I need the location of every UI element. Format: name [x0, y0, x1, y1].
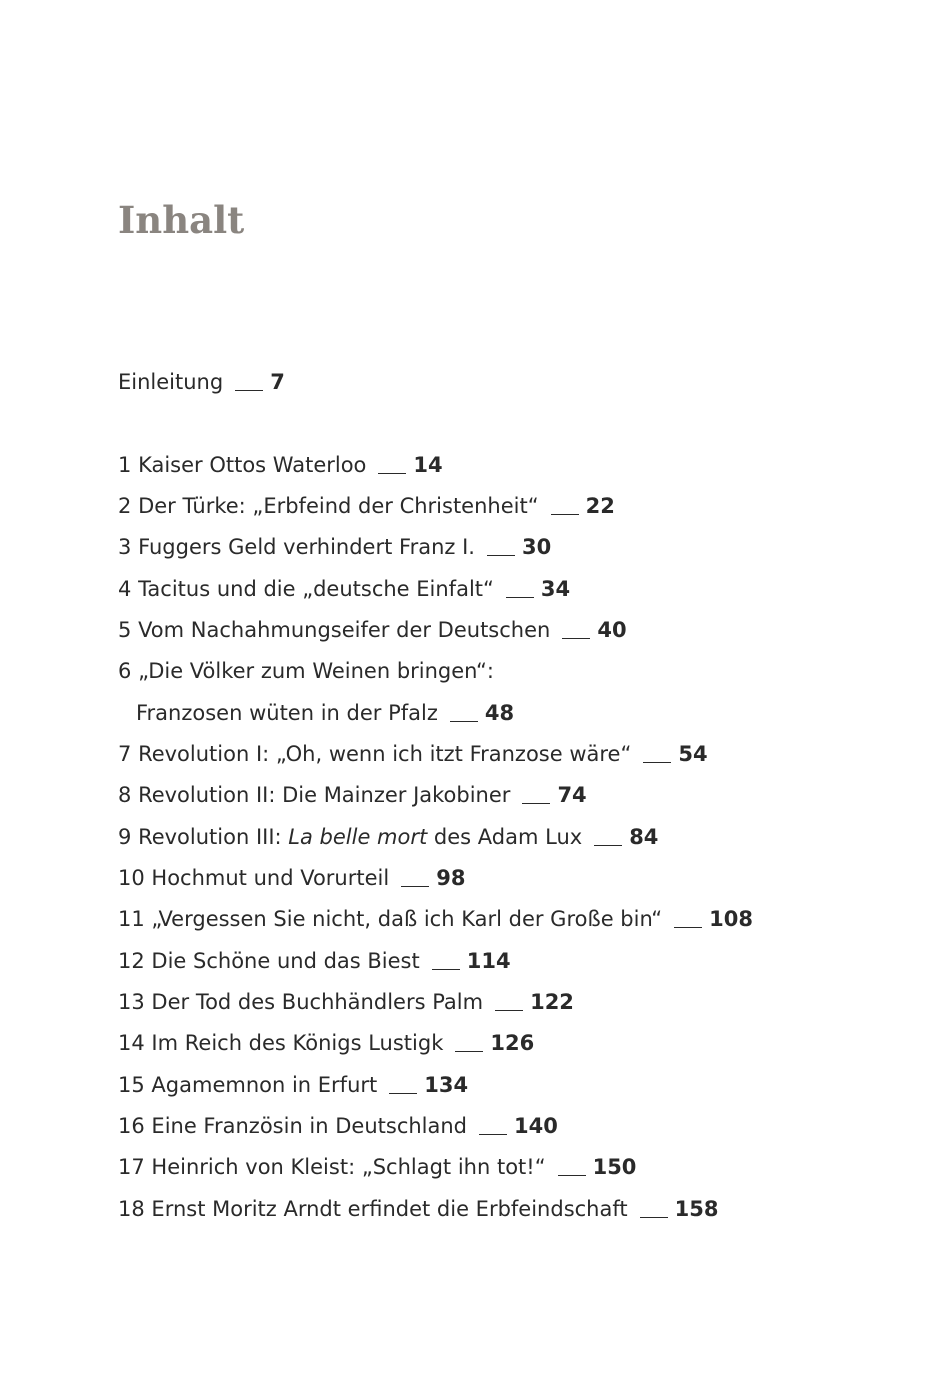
entry-number: 12	[118, 949, 145, 973]
leader-line	[594, 845, 622, 846]
entry-number: 16	[118, 1114, 145, 1138]
entry-number: 2	[118, 494, 132, 518]
entry-number: 17	[118, 1155, 145, 1179]
leader-line	[506, 597, 534, 598]
leader-line	[558, 1175, 586, 1176]
entry-page: 98	[436, 866, 466, 890]
entry-page: 40	[597, 618, 627, 642]
entry-label: Der Türke: „Erbfeind der Christenheit“	[138, 494, 539, 518]
entry-label-pre: Revolution III:	[138, 825, 282, 849]
entry-page: 7	[270, 370, 285, 394]
leader-line	[487, 555, 515, 556]
toc-entry-1	[118, 452, 443, 478]
toc-entry-2	[118, 493, 615, 519]
toc-entry-8	[118, 782, 587, 808]
entry-number: 6	[118, 659, 132, 683]
entry-page: 74	[557, 783, 587, 807]
leader-line	[640, 1217, 668, 1218]
entry-label: Revolution II: Die Mainzer Jakobiner	[138, 783, 511, 807]
toc-entry-18	[118, 1196, 718, 1222]
entry-label: Tacitus und die „deutsche Einfalt“	[138, 577, 494, 601]
entry-page: 114	[466, 949, 511, 973]
entry-label: Kaiser Ottos Waterloo	[138, 453, 367, 477]
entry-number: 4	[118, 577, 132, 601]
leader-line	[450, 721, 478, 722]
leader-line	[562, 638, 590, 639]
entry-label: Einleitung	[118, 370, 224, 394]
entry-label: Vom Nachahmungseifer der Deutschen	[138, 618, 551, 642]
entry-label-post: des Adam Lux	[433, 825, 583, 849]
leader-line	[455, 1051, 483, 1052]
toc-entry-15	[118, 1072, 468, 1098]
entry-label: „Die Völker zum Weinen bringen“:	[138, 659, 494, 683]
entry-label-continued: Franzosen wüten in der Pfalz	[136, 701, 438, 725]
entry-label: Hochmut und Vorurteil	[151, 866, 390, 890]
entry-page: 140	[514, 1114, 558, 1138]
entry-number: 14	[118, 1031, 145, 1055]
entry-number: 15	[118, 1073, 145, 1097]
entry-page: 108	[709, 907, 753, 931]
toc-entry-4	[118, 576, 570, 602]
toc-entry-14	[118, 1030, 534, 1056]
entry-number: 13	[118, 990, 145, 1014]
entry-number: 1	[118, 453, 132, 477]
entry-label: „Vergessen Sie nicht, daß ich Karl der Große bin“	[151, 907, 663, 931]
page-title: Inhalt	[118, 198, 245, 242]
entry-number: 9	[118, 825, 132, 849]
entry-page: 158	[674, 1197, 719, 1221]
toc-entry-9	[118, 824, 658, 850]
entry-number: 10	[118, 866, 145, 890]
entry-page: 126	[490, 1031, 535, 1055]
toc-entry-11	[118, 906, 753, 932]
entry-label: Ernst Moritz Arndt erfindet die Erbfeindschaft	[151, 1197, 628, 1221]
leader-line	[401, 886, 429, 887]
entry-page: 48	[484, 701, 515, 725]
entry-page: 14	[413, 453, 443, 477]
entry-page: 22	[585, 494, 615, 518]
leader-line	[551, 514, 579, 515]
leader-line	[378, 473, 406, 474]
entry-label: Im Reich des Königs Lustigk	[151, 1031, 444, 1055]
leader-line	[643, 762, 671, 763]
toc-entry-12	[118, 948, 511, 974]
entry-page: 122	[530, 990, 574, 1014]
entry-number: 18	[118, 1197, 145, 1221]
leader-line	[674, 927, 702, 928]
leader-line	[235, 390, 263, 391]
entry-number: 7	[118, 742, 132, 766]
toc-entry-6-continued	[136, 700, 514, 726]
entry-number: 3	[118, 535, 132, 559]
entry-page: 34	[540, 577, 571, 601]
entry-page: 54	[678, 742, 708, 766]
entry-number: 5	[118, 618, 132, 642]
entry-label: Eine Französin in Deutschland	[151, 1114, 468, 1138]
leader-line	[495, 1010, 523, 1011]
leader-line	[522, 803, 550, 804]
entry-label: Agamemnon in Erfurt	[151, 1073, 378, 1097]
entry-label: Heinrich von Kleist: „Schlagt ihn tot!“	[151, 1155, 546, 1179]
entry-label: Die Schöne und das Biest	[151, 949, 420, 973]
leader-line	[479, 1134, 507, 1135]
entry-page: 84	[629, 825, 659, 849]
entry-page: 30	[521, 535, 552, 559]
entry-page: 134	[424, 1073, 469, 1097]
toc-entry-7	[118, 741, 708, 767]
entry-label-italic: La belle mort	[288, 825, 428, 849]
toc-entry-5	[118, 617, 627, 643]
entry-label: Fuggers Geld verhindert Franz I.	[138, 535, 475, 559]
leader-line	[432, 969, 460, 970]
entry-label: Revolution I: „Oh, wenn ich itzt Franzose wäre“	[138, 742, 632, 766]
entry-number: 11	[118, 907, 145, 931]
toc-entry-6	[118, 658, 494, 684]
toc-entry-3	[118, 534, 551, 560]
entry-number: 8	[118, 783, 132, 807]
entry-page: 150	[592, 1155, 637, 1179]
toc-entry-13	[118, 989, 574, 1015]
entry-label: Der Tod des Buchhändlers Palm	[151, 990, 484, 1014]
leader-line	[389, 1093, 417, 1094]
toc-entry-17	[118, 1154, 636, 1180]
toc-entry-intro	[118, 369, 285, 395]
toc-entry-16	[118, 1113, 558, 1139]
toc-entry-10	[118, 865, 465, 891]
